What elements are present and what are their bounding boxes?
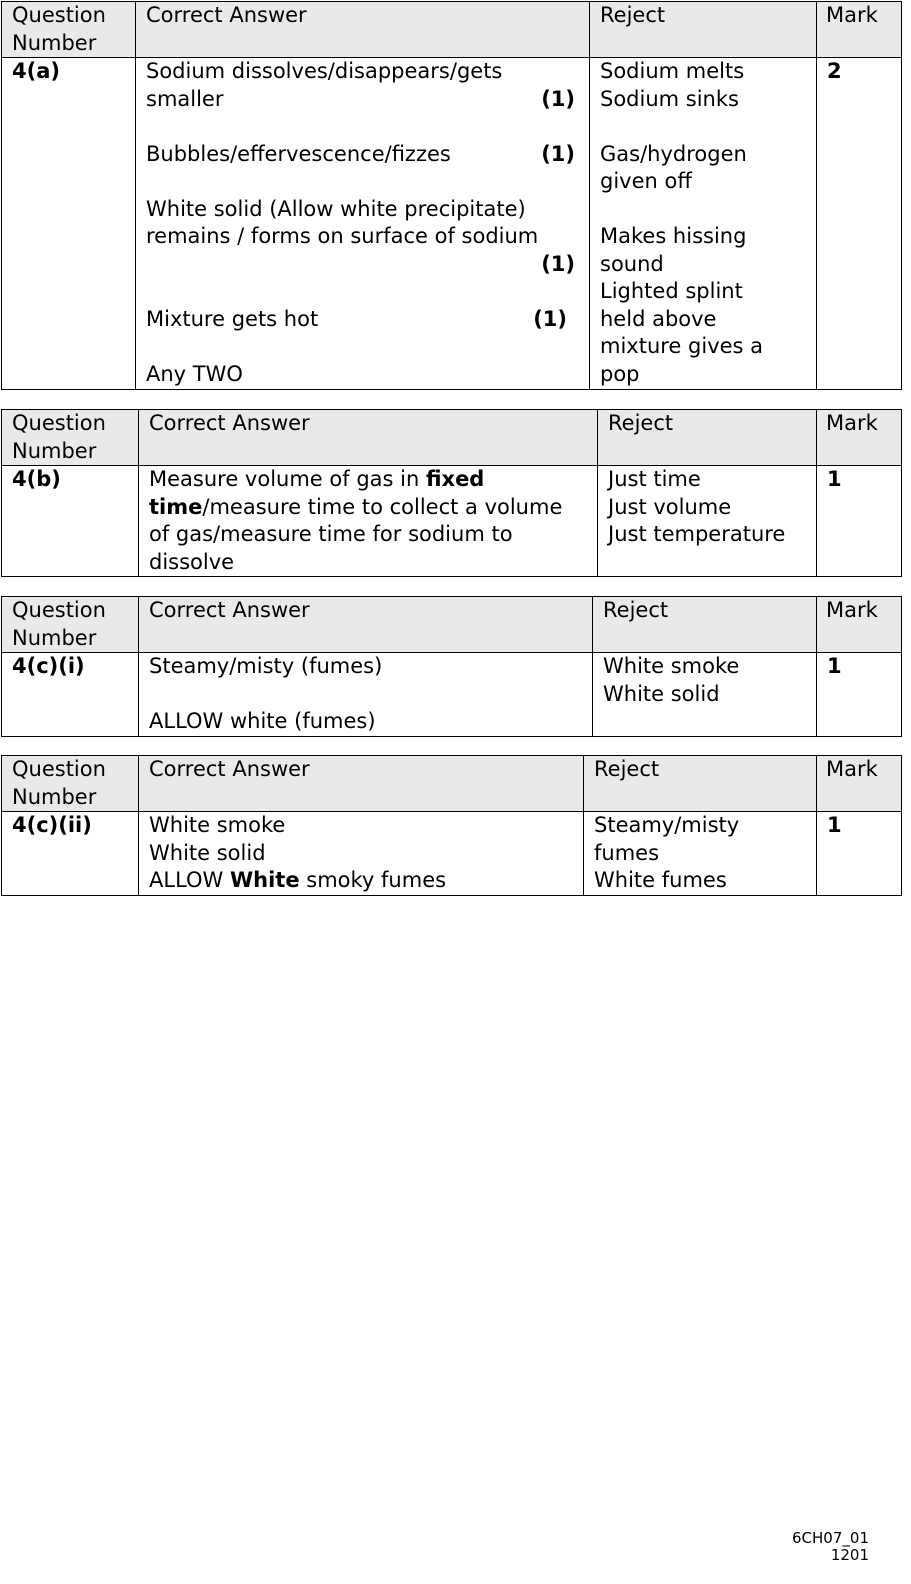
- reject-line: Steamy/misty: [594, 813, 740, 837]
- answer-row: [146, 141, 583, 169]
- question-number-header: [2, 597, 139, 653]
- answer-line: Steamy/misty (fumes): [149, 654, 383, 678]
- answer-text-part: smoky fumes: [299, 868, 447, 892]
- point-label: (1): [541, 141, 575, 166]
- point-label: (1): [541, 86, 575, 111]
- mark-cell: [817, 58, 902, 390]
- reject-header: Reject: [590, 2, 817, 58]
- answer-line: [149, 867, 577, 895]
- question-number: 4(c)(i): [12, 654, 85, 678]
- header-label: Question Number: [12, 757, 106, 809]
- reject-line: Just temperature: [608, 522, 786, 546]
- header-label: Question Number: [12, 3, 106, 55]
- reject-line: held above: [600, 306, 717, 331]
- spacer: [146, 333, 583, 361]
- header-row: [2, 756, 902, 812]
- table-row: [2, 812, 902, 896]
- question-number-header: [2, 756, 139, 812]
- reject-line: White fumes: [594, 868, 727, 892]
- answer-text-part: Measure volume of gas in: [149, 467, 426, 491]
- correct-answer-cell: [139, 466, 598, 577]
- mark-value: 1: [827, 467, 842, 491]
- answer-line: White solid: [149, 840, 266, 865]
- reject-line: Just time: [608, 467, 701, 491]
- answer-line: White solid (Allow white precipitate): [146, 196, 526, 221]
- correct-answer-cell: [139, 812, 584, 896]
- reject-header: Reject: [598, 410, 817, 466]
- reject-cell: [593, 653, 817, 737]
- question-number-cell: [2, 466, 139, 577]
- point-label: (1): [533, 306, 567, 331]
- table-row: [2, 58, 902, 390]
- spacer: [146, 278, 583, 306]
- table-row: [2, 466, 902, 577]
- spacer: [600, 196, 810, 224]
- reject-line: Gas/hydrogen: [600, 141, 747, 166]
- spacer: [149, 681, 586, 709]
- table-4cii: [1, 755, 902, 896]
- reject-cell: [590, 58, 817, 390]
- correct-answer-cell: [136, 58, 590, 390]
- reject-line: Sodium melts: [600, 59, 745, 83]
- reject-line: Makes hissing: [600, 224, 747, 248]
- table-row: [2, 653, 902, 737]
- mark-value: 1: [827, 654, 842, 678]
- mark-cell: [817, 653, 902, 737]
- paper-code: 6CH07_01: [792, 1529, 869, 1547]
- mark-header: Mark: [817, 756, 902, 812]
- answer-line: smaller: [146, 86, 224, 111]
- question-number-header: [2, 410, 139, 466]
- header-row: [2, 2, 902, 58]
- mark-header: Mark: [817, 597, 902, 653]
- answer-text: [149, 466, 567, 576]
- table-4a: [1, 1, 902, 390]
- reject-line: sound: [600, 251, 664, 276]
- page-footer: [792, 1530, 869, 1564]
- correct-answer-header: Correct Answer: [139, 410, 598, 466]
- table-4b: [1, 409, 902, 577]
- spacer: [146, 113, 583, 141]
- spacer: [146, 168, 583, 196]
- correct-answer-header: Correct Answer: [139, 597, 593, 653]
- header-row: [2, 410, 902, 466]
- header-label: Question Number: [12, 598, 106, 650]
- reject-line: given off: [600, 169, 692, 193]
- answer-line: remains / forms on surface of sodium: [146, 224, 539, 248]
- header-label: Question Number: [12, 411, 106, 463]
- question-number-cell: [2, 58, 136, 390]
- table-4ci: [1, 596, 902, 737]
- reject-cell: [584, 812, 817, 896]
- mark-cell: [817, 466, 902, 577]
- reject-header: Reject: [584, 756, 817, 812]
- reject-cell: [598, 466, 817, 577]
- answer-row: [146, 306, 583, 334]
- mark-value: 1: [827, 813, 842, 837]
- answer-line: ALLOW white (fumes): [149, 709, 376, 733]
- question-number: 4(b): [12, 467, 61, 491]
- answer-row: [146, 86, 583, 114]
- question-number: 4(a): [12, 59, 60, 83]
- answer-line: Any TWO: [146, 361, 243, 386]
- reject-line: Lighted splint: [600, 279, 743, 303]
- reject-line: mixture gives a: [600, 334, 764, 358]
- answer-text-part: ALLOW: [149, 868, 230, 892]
- spacer: [600, 113, 810, 141]
- answer-emphasis: White: [230, 868, 300, 892]
- answer-text-part: /measure time to collect a volume of gas/measure time for sodium to dissolve: [149, 494, 563, 574]
- question-number-header: [2, 2, 136, 58]
- correct-answer-cell: [139, 653, 593, 737]
- answer-emphasis: fixed time: [149, 467, 485, 519]
- correct-answer-header: Correct Answer: [139, 756, 584, 812]
- reject-line: fumes: [594, 840, 660, 865]
- mark-cell: [817, 812, 902, 896]
- question-number-cell: [2, 812, 139, 896]
- point-label: (1): [541, 251, 575, 276]
- mark-header: Mark: [817, 2, 902, 58]
- answer-line: White smoke: [149, 813, 286, 837]
- reject-header: Reject: [593, 597, 817, 653]
- answer-line: Mixture gets hot: [146, 306, 319, 331]
- answer-line: Bubbles/effervescence/fizzes: [146, 141, 451, 166]
- header-row: [2, 597, 902, 653]
- mark-value: 2: [827, 59, 842, 83]
- question-number: 4(c)(ii): [12, 813, 92, 837]
- session-code: 1201: [830, 1546, 869, 1564]
- reject-line: White smoke: [603, 654, 740, 678]
- reject-line: Just volume: [608, 494, 732, 519]
- reject-line: White solid: [603, 681, 720, 706]
- answer-line: Sodium dissolves/disappears/gets: [146, 59, 503, 83]
- reject-line: pop: [600, 361, 640, 386]
- correct-answer-header: Correct Answer: [136, 2, 590, 58]
- question-number-cell: [2, 653, 139, 737]
- mark-header: Mark: [817, 410, 902, 466]
- reject-line: Sodium sinks: [600, 86, 739, 111]
